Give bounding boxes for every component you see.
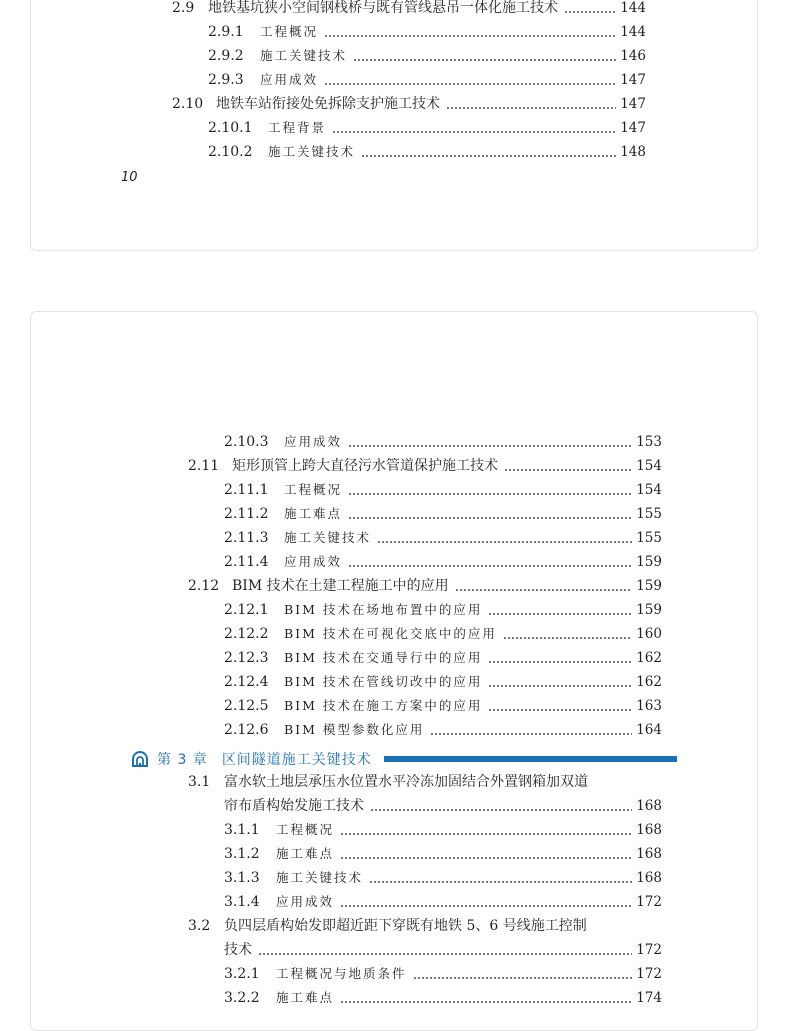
toc-entry-2-11-4[interactable]	[224, 550, 662, 574]
section-title: 施工难点	[276, 990, 335, 1005]
toc-entry-2-12-5[interactable]	[224, 694, 662, 718]
page-number: 168	[636, 870, 662, 886]
leader-dots	[324, 68, 616, 92]
section-number: 3.2.1	[224, 966, 260, 982]
leader-dots	[504, 454, 632, 478]
page-number: 159	[636, 578, 662, 594]
page-number: 159	[636, 602, 662, 618]
section-number: 2.11	[188, 458, 220, 474]
section-number: 2.9.3	[208, 72, 244, 88]
leader-dots	[258, 938, 632, 962]
leader-dots	[340, 818, 632, 842]
toc-entry-3-1-3[interactable]	[224, 866, 662, 890]
section-title-continued: 技术	[224, 942, 252, 958]
leader-dots	[377, 526, 632, 550]
section-number: 3.1.1	[224, 822, 260, 838]
chapter-rule	[384, 756, 677, 762]
section-number: 2.12.4	[224, 674, 269, 690]
leader-dots	[455, 574, 633, 598]
section-title: 工程背景	[268, 120, 327, 135]
toc-entry-3-1-1[interactable]	[224, 818, 662, 842]
page-number: 163	[636, 698, 662, 714]
toc-entry-2-10-3[interactable]	[224, 430, 662, 454]
toc-entry-2-12-3[interactable]	[224, 646, 662, 670]
chapter-title: 区间隧道施工关键技术	[221, 752, 372, 768]
section-title: 施工关键技术	[268, 144, 356, 159]
leader-dots	[488, 670, 632, 694]
toc-entry-3-2-line2[interactable]	[224, 938, 662, 962]
page-number: 172	[636, 942, 662, 958]
toc-entry-3-2-line1[interactable]	[188, 914, 662, 938]
section-number: 3.1.2	[224, 846, 260, 862]
toc-entry-2-11-2[interactable]	[224, 502, 662, 526]
section-title: 工程概况	[260, 24, 319, 39]
section-title: BIM 技术在土建工程施工中的应用	[232, 578, 449, 594]
section-title: 施工关键技术	[276, 870, 364, 885]
leader-dots	[348, 550, 632, 574]
page-number: 147	[620, 72, 646, 88]
page-number: 164	[636, 722, 662, 738]
toc-entry-2-9-2[interactable]	[208, 44, 646, 68]
toc-entry-2-12-4[interactable]	[224, 670, 662, 694]
page-number: 160	[636, 626, 662, 642]
section-number: 2.9	[172, 0, 195, 16]
section-number: 2.12.2	[224, 626, 269, 642]
toc-entry-3-1-line1[interactable]	[188, 770, 662, 794]
section-number: 2.10.1	[208, 120, 253, 136]
page-number: 168	[636, 798, 662, 814]
toc-entry-2-12[interactable]	[188, 574, 662, 598]
section-title: 施工关键技术	[284, 530, 372, 545]
toc-page	[30, 311, 758, 1031]
page-number: 155	[636, 530, 662, 546]
leader-dots	[488, 694, 632, 718]
section-title: BIM 技术在场地布置中的应用	[284, 602, 483, 617]
section-title: 工程概况	[276, 822, 335, 837]
leader-dots	[430, 718, 632, 742]
page-number: 153	[636, 434, 662, 450]
toc-entry-3-2-2[interactable]	[224, 986, 662, 1010]
page-number: 147	[620, 120, 646, 136]
section-title: BIM 技术在施工方案中的应用	[284, 698, 483, 713]
toc-entry-2-9-1[interactable]	[208, 20, 646, 44]
section-title: 应用成效	[284, 434, 343, 449]
page-number: 147	[620, 96, 646, 112]
page-number: 162	[636, 650, 662, 666]
section-number: 2.12.6	[224, 722, 269, 738]
page-number: 162	[636, 674, 662, 690]
section-number: 2.10	[172, 96, 204, 112]
section-title: 地铁基坑狭小空间钢栈桥与既有管线悬吊一体化施工技术	[208, 0, 558, 16]
section-title: 矩形顶管上跨大直径污水管道保护施工技术	[232, 458, 498, 474]
section-title: BIM 技术在管线切改中的应用	[284, 674, 483, 689]
section-number: 2.9.2	[208, 48, 244, 64]
section-title: BIM 技术在交通导行中的应用	[284, 650, 483, 665]
leader-dots	[446, 92, 616, 116]
leader-dots	[370, 794, 632, 818]
section-number: 3.1	[188, 774, 211, 790]
toc-entry-3-1-line2[interactable]	[224, 794, 662, 818]
section-title: BIM 技术在可视化交底中的应用	[284, 626, 497, 641]
toc-entry-2-12-2[interactable]	[224, 622, 662, 646]
section-title: 应用成效	[276, 894, 335, 909]
page-number: 155	[636, 506, 662, 522]
page-folio: 10	[121, 170, 138, 185]
section-title: BIM 模型参数化应用	[284, 722, 425, 737]
leader-dots	[353, 44, 616, 68]
section-number: 2.9.1	[208, 24, 244, 40]
section-number: 2.12.1	[224, 602, 269, 618]
section-title: 负四层盾构始发即超近距下穿既有地铁 5、6 号线施工控制	[224, 918, 587, 934]
section-title: 施工难点	[276, 846, 335, 861]
section-title: 工程概况与地质条件	[276, 966, 407, 981]
chapter-heading[interactable]	[131, 748, 677, 770]
page-number: 144	[620, 0, 646, 16]
page-number: 148	[620, 144, 646, 160]
section-number: 2.11.1	[224, 482, 269, 498]
toc-page-top	[30, 0, 758, 251]
toc-entry-2-9[interactable]	[172, 0, 646, 20]
leader-dots	[332, 116, 616, 140]
page-number: 144	[620, 24, 646, 40]
page-number: 172	[636, 966, 662, 982]
section-title: 地铁车站衔接处免拆除支护施工技术	[216, 96, 440, 112]
page-number: 154	[636, 458, 662, 474]
leader-dots	[413, 962, 633, 986]
toc-entry-3-2-1[interactable]	[224, 962, 662, 986]
toc-entry-3-1-4[interactable]	[224, 890, 662, 914]
section-title: 富水软土地层承压水位置水平冷冻加固结合外置钢箱加双道	[224, 774, 588, 790]
section-number: 2.11.2	[224, 506, 269, 522]
page-number: 168	[636, 822, 662, 838]
toc-entry-3-1-2[interactable]	[224, 842, 662, 866]
leader-dots	[324, 20, 616, 44]
section-title: 施工难点	[284, 506, 343, 521]
page-number: 146	[620, 48, 646, 64]
section-number: 2.10.3	[224, 434, 269, 450]
section-number: 2.11.4	[224, 554, 269, 570]
leader-dots	[361, 140, 616, 164]
chapter-label: 第 3 章	[157, 752, 208, 768]
toc-entry-2-11[interactable]	[188, 454, 662, 478]
page-number: 159	[636, 554, 662, 570]
leader-dots	[369, 866, 632, 890]
toc-entry-2-12-6[interactable]	[224, 718, 662, 742]
toc-entry-2-10-2[interactable]	[208, 140, 646, 164]
section-number: 3.1.4	[224, 894, 260, 910]
page-number: 174	[636, 990, 662, 1006]
leader-dots	[564, 0, 616, 20]
tunnel-icon	[131, 750, 149, 768]
leader-dots	[340, 986, 632, 1010]
toc-entry-2-12-1[interactable]	[224, 598, 662, 622]
section-number: 2.10.2	[208, 144, 253, 160]
page-number: 172	[636, 894, 662, 910]
toc-entry-2-10-1[interactable]	[208, 116, 646, 140]
section-title: 施工关键技术	[260, 48, 348, 63]
leader-dots	[488, 646, 632, 670]
toc-entry-2-10[interactable]	[172, 92, 646, 116]
leader-dots	[348, 478, 632, 502]
page-number: 154	[636, 482, 662, 498]
toc-entry-2-11-3[interactable]	[224, 526, 662, 550]
leader-dots	[348, 502, 632, 526]
leader-dots	[488, 598, 632, 622]
toc-entry-2-11-1[interactable]	[224, 478, 662, 502]
section-title: 应用成效	[260, 72, 319, 87]
section-title: 工程概况	[284, 482, 343, 497]
section-title: 应用成效	[284, 554, 343, 569]
section-number: 3.1.3	[224, 870, 260, 886]
section-number: 2.11.3	[224, 530, 269, 546]
section-number: 2.12.5	[224, 698, 269, 714]
toc-entry-2-9-3[interactable]	[208, 68, 646, 92]
section-number: 3.2.2	[224, 990, 260, 1006]
section-number: 2.12.3	[224, 650, 269, 666]
section-title-continued: 帘布盾构始发施工技术	[224, 798, 364, 814]
leader-dots	[348, 430, 632, 454]
leader-dots	[340, 842, 632, 866]
section-number: 2.12	[188, 578, 220, 594]
leader-dots	[503, 622, 632, 646]
section-number: 3.2	[188, 918, 211, 934]
page-number: 168	[636, 846, 662, 862]
leader-dots	[340, 890, 632, 914]
